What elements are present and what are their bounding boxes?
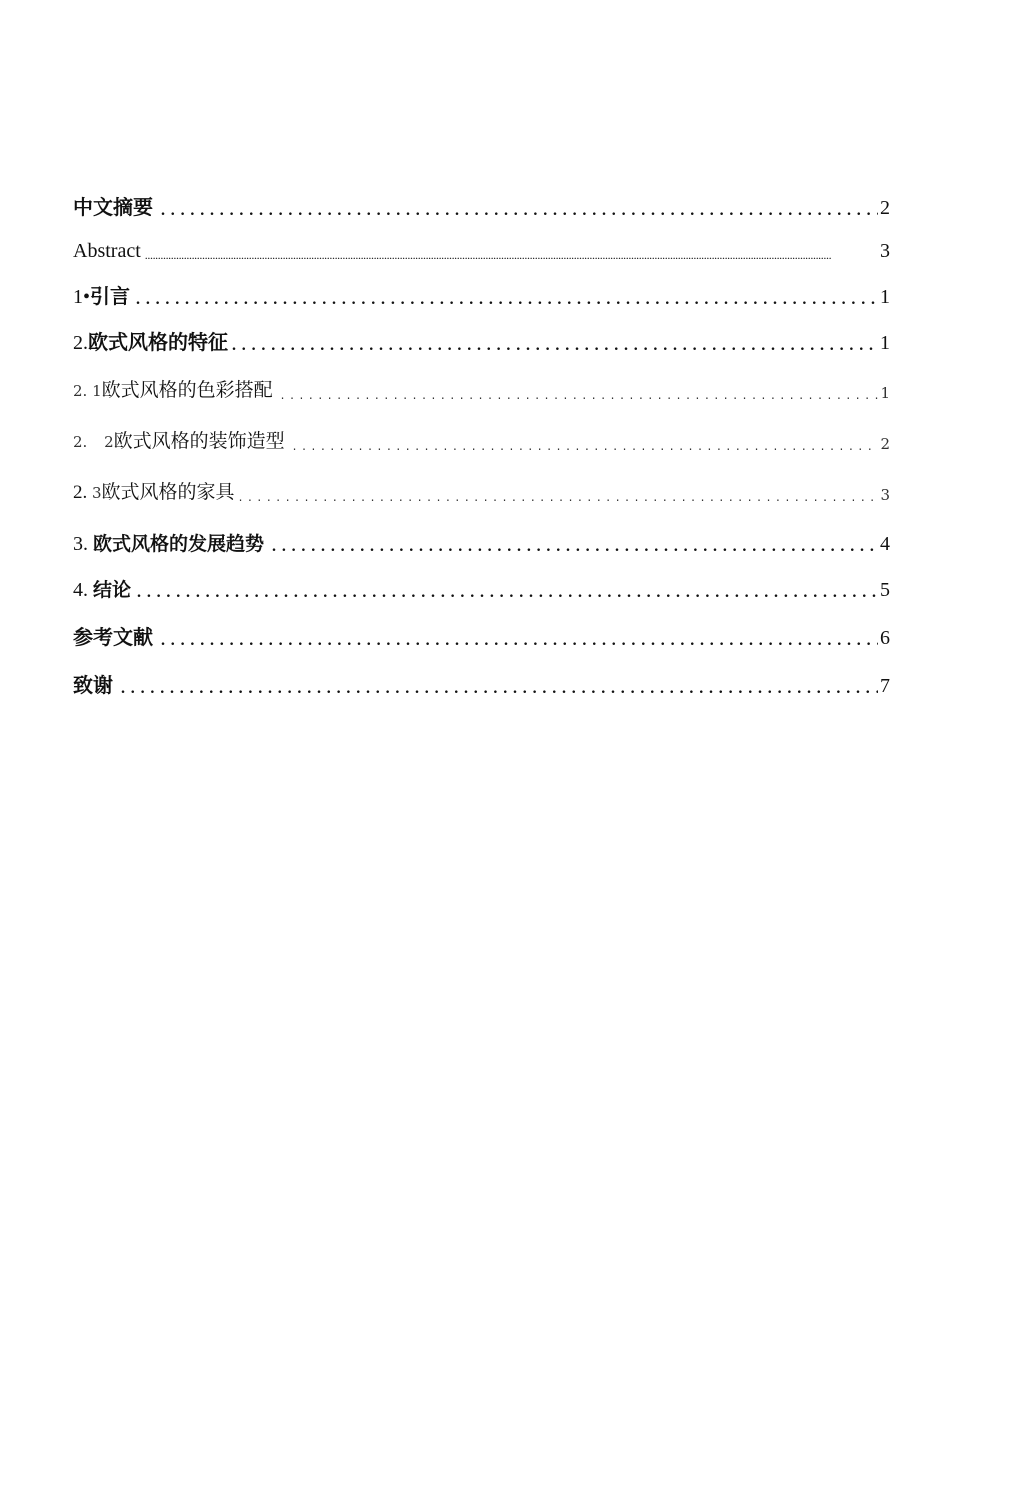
toc-leader-dots [137, 584, 878, 602]
toc-entry-development-trend[interactable] [73, 526, 890, 556]
toc-entry-page: 2 [880, 435, 890, 453]
toc-entry-label: Abstract [73, 240, 141, 262]
toc-leader-dots [121, 680, 878, 698]
toc-entry-label: 欧式风格的特征 [88, 330, 228, 354]
toc-entry-page: 1 [880, 384, 890, 402]
toc-entry-label: 欧式风格的家具 [101, 481, 235, 503]
toc-entry-features[interactable] [73, 325, 890, 355]
toc-leader-dots [239, 490, 879, 504]
toc-entry-decoration[interactable] [73, 423, 890, 453]
toc-entry-acknowledgements[interactable] [73, 668, 890, 698]
toc-entry-references[interactable] [73, 620, 890, 650]
toc-entry-page: 3 [880, 486, 890, 504]
toc-entry-subnumber: 3 [92, 484, 102, 502]
toc-entry-color-matching[interactable] [73, 372, 890, 402]
toc-entry-label: 引言 [90, 284, 131, 308]
toc-entry-abstract[interactable] [73, 233, 890, 263]
toc-leader-dots [281, 388, 879, 402]
toc-entry-page: 1 [880, 332, 890, 354]
toc-leader-dots [272, 538, 878, 556]
toc-entry-page: 5 [880, 579, 890, 601]
toc-entry-number: 2. [73, 482, 92, 503]
toc-entry-page: 1 [880, 286, 890, 308]
toc-entry-label: 欧式风格的发展趋势 [93, 533, 265, 555]
toc-entry-number: 2. 1 [73, 382, 102, 400]
toc-entry-label: 结论 [93, 579, 132, 601]
toc-entry-label: 欧式风格的色彩搭配 [101, 379, 273, 401]
toc-entry-label: 中文摘要 [73, 195, 153, 219]
toc-entry-furniture[interactable] [73, 474, 890, 504]
toc-leader-dots [161, 632, 878, 650]
toc-entry-subnumber: 2 [104, 433, 114, 451]
toc-entry-label: 参考文献 [73, 625, 153, 649]
toc-entry-introduction[interactable] [73, 279, 890, 309]
toc-entry-number: 4. [73, 579, 93, 601]
toc-entry-number: 3. [73, 533, 93, 555]
toc-entry-number: 2. [73, 332, 88, 354]
toc-entry-number: 2. [73, 433, 93, 451]
toc-leader-dots [293, 439, 879, 453]
toc-leader-dots [145, 248, 880, 263]
toc-entry-page: 3 [880, 240, 890, 262]
toc-entry-label: 致谢 [73, 673, 113, 697]
toc-leader-dots [161, 202, 878, 220]
toc-entry-page: 2 [880, 197, 890, 219]
toc-entry-chinese-abstract[interactable] [73, 186, 890, 220]
toc-entry-page: 7 [880, 675, 890, 697]
toc-leader-dots [232, 337, 878, 355]
toc-entry-number: 1• [73, 286, 91, 308]
toc-entry-conclusion[interactable] [73, 572, 890, 602]
toc-leader-dots [136, 291, 878, 309]
table-of-contents [73, 186, 890, 698]
toc-entry-page: 4 [880, 533, 890, 555]
toc-entry-page: 6 [880, 627, 890, 649]
toc-entry-label: 欧式风格的装饰造型 [113, 430, 285, 452]
